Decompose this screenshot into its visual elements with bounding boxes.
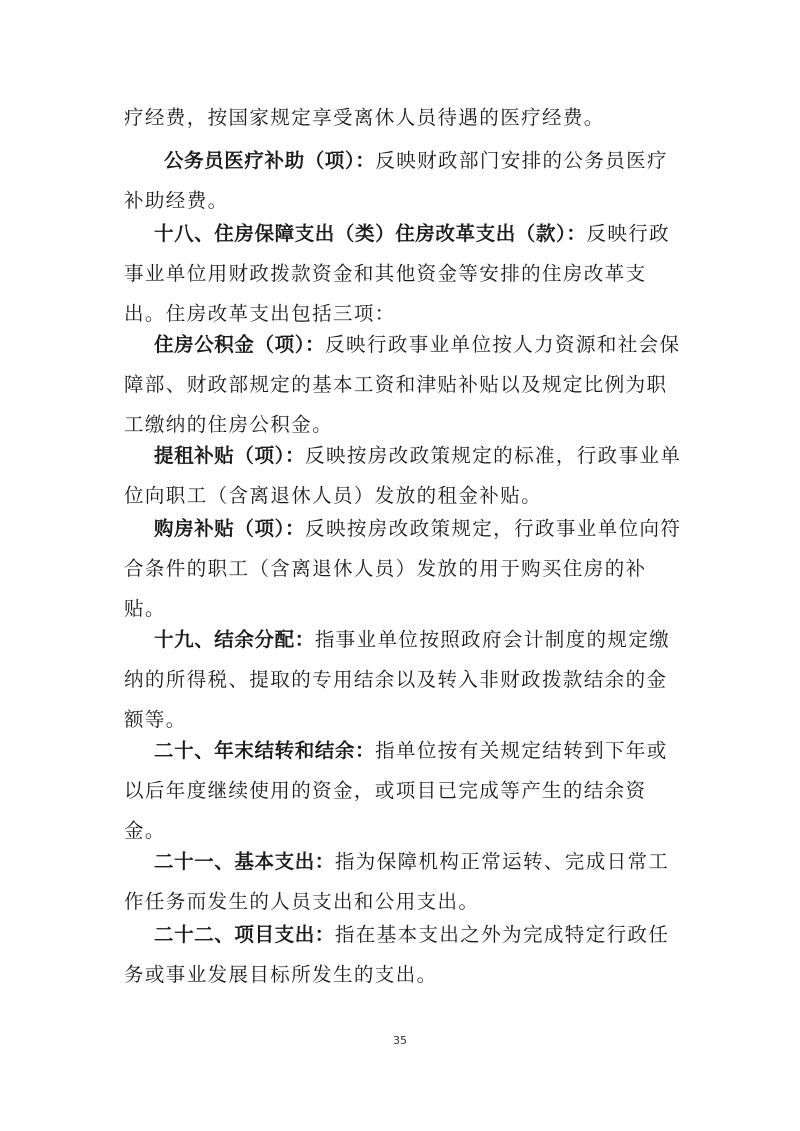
paragraph-7-text: 指事业单位按照政府会计制度的规定缴纳的所得税、提取的专用结余以及转入非财政拨款结余的金额等。 [124, 628, 671, 731]
paragraph-4 [124, 325, 684, 445]
paragraph-9 [124, 842, 684, 922]
paragraph-8-heading: 二十、年末结转和结余： [154, 739, 376, 762]
paragraph-3-text: 反映行政事业单位用财政拨款资金和其他资金等安排的住房改革支出。住房改革支出包括三项： [124, 222, 671, 325]
paragraph-3 [124, 214, 684, 334]
paragraph-6 [124, 509, 684, 629]
paragraph-5 [124, 436, 684, 516]
paragraph-5-heading: 提租补贴（项）： [154, 444, 306, 467]
paragraph-4-heading: 住房公积金（项）： [154, 333, 326, 356]
paragraph-2 [124, 141, 684, 221]
paragraph-8-text: 指单位按有关规定结转到下年或以后年度继续使用的资金，或项目已完成等产生的结余资金。 [124, 739, 668, 842]
paragraph-2-heading: 公务员医疗补助（项）： [164, 149, 376, 172]
paragraph-5-text: 反映按房改政策规定的标准，行政事业单位向职工（含离退休人员）发放的租金补贴。 [124, 444, 682, 507]
paragraph-9-text: 指为保障机构正常运转、完成日常工作任务而发生的人员支出和公用支出。 [124, 850, 670, 913]
paragraph-8 [124, 731, 684, 851]
paragraph-7 [124, 620, 684, 740]
paragraph-7-heading: 十九、结余分配： [154, 628, 315, 651]
paragraph-10-heading: 二十二、项目支出： [154, 923, 335, 946]
page-number: 35 [393, 1034, 407, 1047]
paragraph-9-heading: 二十一、基本支出： [154, 850, 335, 873]
paragraph-10 [124, 915, 684, 995]
paragraph-6-heading: 购房补贴（项）： [154, 517, 306, 540]
paragraph-3-heading: 十八、住房保障支出（类）住房改革支出（款）： [154, 222, 587, 245]
paragraph-1-text: 疗经费，按国家规定享受离休人员待遇的医疗经费。 [124, 106, 605, 129]
paragraph-4-text: 反映行政事业单位按人力资源和社会保障部、财政部规定的基本工资和津贴补贴以及规定比例为职工缴纳的住房公积金。 [124, 333, 681, 436]
paragraph-6-text: 反映按房改政策规定，行政事业单位向符合条件的职工（含离退休人员）发放的用于购买住房的补贴。 [124, 517, 682, 620]
paragraph-10-text: 指在基本支出之外为完成特定行政任务或事业发展目标所发生的支出。 [124, 923, 670, 986]
paragraph-1 [124, 98, 684, 138]
paragraph-2-text: 反映财政部门安排的公务员医疗补助经费。 [124, 149, 668, 212]
